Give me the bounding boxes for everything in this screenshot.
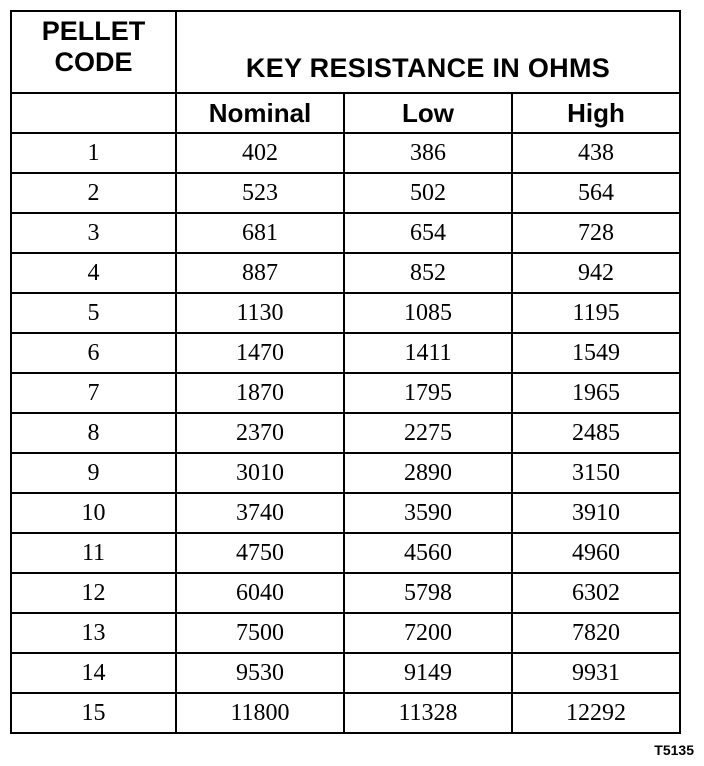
key-resistance-table (10, 10, 681, 734)
table-row (11, 213, 680, 253)
high-value-cell: 9931 (512, 653, 680, 693)
pellet-code-cell: 15 (11, 693, 176, 733)
nominal-value-cell: 681 (176, 213, 344, 253)
pellet-code-cell: 4 (11, 253, 176, 293)
nominal-value-cell: 1130 (176, 293, 344, 333)
table-row (11, 253, 680, 293)
high-value-cell: 4960 (512, 533, 680, 573)
low-column-header: Low (344, 93, 512, 133)
nominal-value-cell: 3740 (176, 493, 344, 533)
table-row (11, 653, 680, 693)
high-column-header: High (512, 93, 680, 133)
low-value-cell: 502 (344, 173, 512, 213)
nominal-value-cell: 6040 (176, 573, 344, 613)
high-value-cell: 942 (512, 253, 680, 293)
low-value-cell: 1795 (344, 373, 512, 413)
table-row (11, 413, 680, 453)
low-value-cell: 9149 (344, 653, 512, 693)
table-row (11, 573, 680, 613)
high-value-cell: 1549 (512, 333, 680, 373)
header-row-columns (11, 93, 680, 133)
low-value-cell: 2275 (344, 413, 512, 453)
pellet-code-header (11, 11, 176, 93)
table-row (11, 373, 680, 413)
table-row (11, 173, 680, 213)
high-value-cell: 6302 (512, 573, 680, 613)
table-row (11, 293, 680, 333)
pellet-code-cell: 12 (11, 573, 176, 613)
pellet-code-cell: 2 (11, 173, 176, 213)
high-value-cell: 564 (512, 173, 680, 213)
nominal-value-cell: 1470 (176, 333, 344, 373)
pellet-code-cell: 9 (11, 453, 176, 493)
nominal-value-cell: 4750 (176, 533, 344, 573)
pellet-code-cell: 1 (11, 133, 176, 173)
low-value-cell: 3590 (344, 493, 512, 533)
figure-reference-code: T5135 (654, 742, 694, 758)
pellet-code-cell: 3 (11, 213, 176, 253)
nominal-value-cell: 7500 (176, 613, 344, 653)
high-value-cell: 12292 (512, 693, 680, 733)
nominal-value-cell: 1870 (176, 373, 344, 413)
nominal-value-cell: 887 (176, 253, 344, 293)
pellet-code-cell: 14 (11, 653, 176, 693)
low-value-cell: 2890 (344, 453, 512, 493)
low-value-cell: 1411 (344, 333, 512, 373)
nominal-value-cell: 9530 (176, 653, 344, 693)
pellet-code-cell: 13 (11, 613, 176, 653)
low-value-cell: 11328 (344, 693, 512, 733)
nominal-value-cell: 2370 (176, 413, 344, 453)
pellet-code-cell: 10 (11, 493, 176, 533)
low-value-cell: 852 (344, 253, 512, 293)
low-value-cell: 1085 (344, 293, 512, 333)
table-row (11, 333, 680, 373)
nominal-value-cell: 402 (176, 133, 344, 173)
low-value-cell: 5798 (344, 573, 512, 613)
table-row (11, 133, 680, 173)
nominal-value-cell: 523 (176, 173, 344, 213)
low-value-cell: 654 (344, 213, 512, 253)
table-row (11, 453, 680, 493)
pellet-code-cell: 5 (11, 293, 176, 333)
table-row (11, 613, 680, 653)
high-value-cell: 728 (512, 213, 680, 253)
high-value-cell: 438 (512, 133, 680, 173)
pellet-code-header-line1: PELLET (41, 16, 146, 46)
pellet-code-cell: 8 (11, 413, 176, 453)
table-row (11, 533, 680, 573)
high-value-cell: 7820 (512, 613, 680, 653)
high-value-cell: 1195 (512, 293, 680, 333)
header-row-top (11, 11, 680, 93)
table-row (11, 493, 680, 533)
blank-header-cell (11, 93, 176, 133)
high-value-cell: 3150 (512, 453, 680, 493)
nominal-column-header: Nominal (176, 93, 344, 133)
resistance-title-header: KEY RESISTANCE IN OHMS (176, 11, 680, 93)
low-value-cell: 4560 (344, 533, 512, 573)
table-row (11, 693, 680, 733)
low-value-cell: 386 (344, 133, 512, 173)
high-value-cell: 3910 (512, 493, 680, 533)
nominal-value-cell: 11800 (176, 693, 344, 733)
nominal-value-cell: 3010 (176, 453, 344, 493)
high-value-cell: 2485 (512, 413, 680, 453)
pellet-code-cell: 7 (11, 373, 176, 413)
pellet-code-header-line2: CODE (54, 47, 133, 77)
high-value-cell: 1965 (512, 373, 680, 413)
low-value-cell: 7200 (344, 613, 512, 653)
resistance-table-sheet (10, 10, 680, 738)
pellet-code-cell: 11 (11, 533, 176, 573)
pellet-code-cell: 6 (11, 333, 176, 373)
